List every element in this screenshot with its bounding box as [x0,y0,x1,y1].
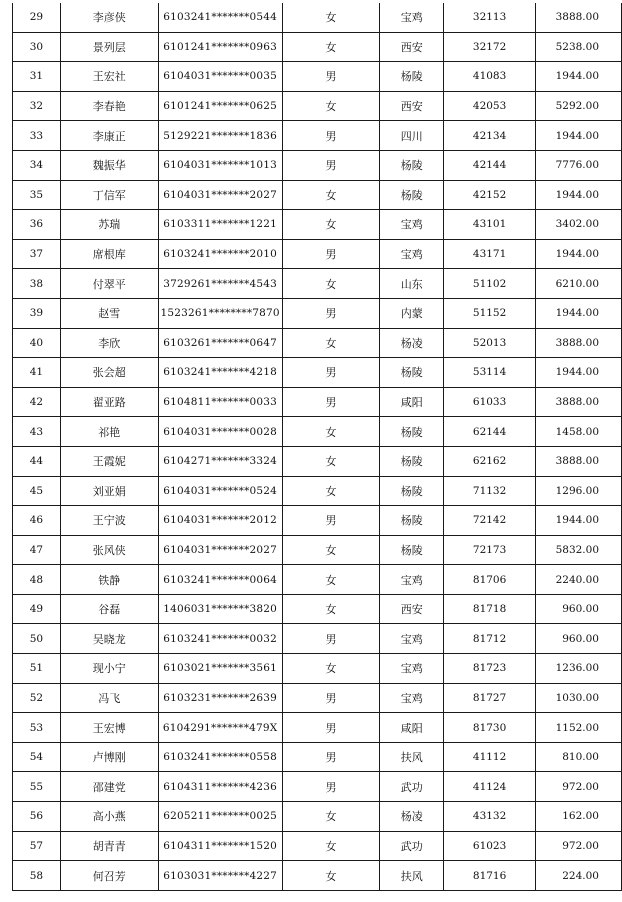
gender-cell: 男 [282,298,380,328]
row-number: 50 [13,624,61,654]
id-number-cell: 6101241*******0963 [158,32,282,62]
name-cell: 景列层 [60,32,158,62]
amount-cell: 7776.00 [536,150,622,180]
table-row [13,624,622,654]
row-number: 44 [13,446,61,476]
amount-cell: 1944.00 [536,62,622,92]
code-cell: 72142 [444,506,536,536]
id-number-cell: 1523261********7870 [158,298,282,328]
id-number-cell: 6103021*******3561 [158,654,282,684]
table-row [13,269,622,299]
name-cell: 王宏社 [60,62,158,92]
gender-cell: 男 [282,62,380,92]
region-cell: 杨陵 [380,506,444,536]
row-number: 30 [13,32,61,62]
code-cell: 51102 [444,269,536,299]
row-number: 47 [13,535,61,565]
region-cell: 西安 [380,91,444,121]
table-row [13,358,622,388]
id-number-cell: 6104031*******1013 [158,150,282,180]
id-number-cell: 6103241*******0032 [158,624,282,654]
name-cell: 吴晓龙 [60,624,158,654]
code-cell: 42144 [444,150,536,180]
id-number-cell: 6104031*******0028 [158,417,282,447]
gender-cell: 女 [282,802,380,832]
region-cell: 杨陵 [380,476,444,506]
amount-cell: 224.00 [536,861,622,891]
name-cell: 张会超 [60,358,158,388]
code-cell: 41083 [444,62,536,92]
name-cell: 丁信军 [60,180,158,210]
region-cell: 西安 [380,594,444,624]
row-number: 37 [13,239,61,269]
code-cell: 32113 [444,3,536,32]
table-row [13,239,622,269]
name-cell: 胡青青 [60,831,158,861]
region-cell: 杨陵 [380,62,444,92]
gender-cell: 男 [282,713,380,743]
region-cell: 杨凌 [380,328,444,358]
id-number-cell: 3729261*******4543 [158,269,282,299]
amount-cell: 1944.00 [536,121,622,151]
name-cell: 赵雪 [60,298,158,328]
row-number: 39 [13,298,61,328]
region-cell: 武功 [380,772,444,802]
name-cell: 祁艳 [60,417,158,447]
region-cell: 扶风 [380,742,444,772]
gender-cell: 女 [282,831,380,861]
gender-cell: 女 [282,654,380,684]
gender-cell: 男 [282,772,380,802]
id-number-cell: 6103031*******4227 [158,861,282,891]
code-cell: 41124 [444,772,536,802]
gender-cell: 女 [282,269,380,299]
gender-cell: 女 [282,535,380,565]
region-cell: 咸阳 [380,713,444,743]
gender-cell: 女 [282,476,380,506]
gender-cell: 女 [282,861,380,891]
amount-cell: 1296.00 [536,476,622,506]
table-row [13,476,622,506]
table-row [13,535,622,565]
gender-cell: 男 [282,150,380,180]
region-cell: 扶风 [380,861,444,891]
row-number: 57 [13,831,61,861]
row-number: 32 [13,91,61,121]
code-cell: 53114 [444,358,536,388]
row-number: 55 [13,772,61,802]
amount-cell: 5238.00 [536,32,622,62]
id-number-cell: 6104031*******2027 [158,180,282,210]
id-number-cell: 1406031*******3820 [158,594,282,624]
region-cell: 杨陵 [380,446,444,476]
table-row [13,328,622,358]
row-number: 43 [13,417,61,447]
row-number: 29 [13,3,61,32]
table-row [13,654,622,684]
amount-cell: 972.00 [536,831,622,861]
code-cell: 62162 [444,446,536,476]
amount-cell: 1236.00 [536,654,622,684]
amount-cell: 1944.00 [536,239,622,269]
id-number-cell: 6104031*******2012 [158,506,282,536]
row-number: 41 [13,358,61,388]
table-row [13,446,622,476]
amount-cell: 1944.00 [536,298,622,328]
gender-cell: 女 [282,91,380,121]
row-number: 52 [13,683,61,713]
id-number-cell: 6104271*******3324 [158,446,282,476]
name-cell: 刘亚娟 [60,476,158,506]
amount-cell: 6210.00 [536,269,622,299]
name-cell: 谷磊 [60,594,158,624]
amount-cell: 1944.00 [536,358,622,388]
table-row [13,506,622,536]
region-cell: 山东 [380,269,444,299]
gender-cell: 女 [282,328,380,358]
region-cell: 杨凌 [380,802,444,832]
name-cell: 苏瑞 [60,210,158,240]
code-cell: 81712 [444,624,536,654]
table-row [13,387,622,417]
data-table-container [12,3,622,891]
table-row [13,742,622,772]
gender-cell: 女 [282,180,380,210]
row-number: 48 [13,565,61,595]
region-cell: 内蒙 [380,298,444,328]
gender-cell: 女 [282,417,380,447]
table-row [13,861,622,891]
code-cell: 61033 [444,387,536,417]
code-cell: 43132 [444,802,536,832]
id-number-cell: 6103241*******0558 [158,742,282,772]
code-cell: 71132 [444,476,536,506]
table-row [13,683,622,713]
code-cell: 81718 [444,594,536,624]
row-number: 54 [13,742,61,772]
code-cell: 81723 [444,654,536,684]
table-row [13,150,622,180]
row-number: 51 [13,654,61,684]
code-cell: 41112 [444,742,536,772]
gender-cell: 女 [282,565,380,595]
region-cell: 宝鸡 [380,654,444,684]
name-cell: 王宏博 [60,713,158,743]
name-cell: 李彦侠 [60,3,158,32]
gender-cell: 男 [282,121,380,151]
amount-cell: 3888.00 [536,328,622,358]
name-cell: 付翠平 [60,269,158,299]
code-cell: 62144 [444,417,536,447]
table-row [13,210,622,240]
region-cell: 杨陵 [380,180,444,210]
data-table [12,3,622,891]
name-cell: 魏振华 [60,150,158,180]
code-cell: 52013 [444,328,536,358]
code-cell: 81706 [444,565,536,595]
amount-cell: 3888.00 [536,3,622,32]
table-row [13,180,622,210]
code-cell: 42134 [444,121,536,151]
id-number-cell: 6103241*******0544 [158,3,282,32]
amount-cell: 1944.00 [536,180,622,210]
table-row [13,3,622,32]
name-cell: 张风侠 [60,535,158,565]
gender-cell: 男 [282,506,380,536]
region-cell: 宝鸡 [380,624,444,654]
code-cell: 42152 [444,180,536,210]
gender-cell: 男 [282,624,380,654]
row-number: 34 [13,150,61,180]
row-number: 33 [13,121,61,151]
gender-cell: 女 [282,446,380,476]
gender-cell: 男 [282,239,380,269]
gender-cell: 男 [282,387,380,417]
id-number-cell: 5129221*******1836 [158,121,282,151]
code-cell: 81716 [444,861,536,891]
code-cell: 61023 [444,831,536,861]
table-row [13,772,622,802]
gender-cell: 女 [282,3,380,32]
name-cell: 铁静 [60,565,158,595]
region-cell: 杨陵 [380,358,444,388]
id-number-cell: 6103231*******2639 [158,683,282,713]
id-number-cell: 6104031*******0035 [158,62,282,92]
name-cell: 冯飞 [60,683,158,713]
amount-cell: 3888.00 [536,446,622,476]
amount-cell: 1152.00 [536,713,622,743]
id-number-cell: 6104031*******2027 [158,535,282,565]
region-cell: 杨陵 [380,535,444,565]
code-cell: 42053 [444,91,536,121]
code-cell: 43171 [444,239,536,269]
amount-cell: 960.00 [536,624,622,654]
region-cell: 西安 [380,32,444,62]
name-cell: 李康正 [60,121,158,151]
row-number: 36 [13,210,61,240]
name-cell: 翟亚路 [60,387,158,417]
row-number: 56 [13,802,61,832]
row-number: 58 [13,861,61,891]
id-number-cell: 6103241*******0064 [158,565,282,595]
table-row [13,802,622,832]
table-row [13,62,622,92]
id-number-cell: 6104811*******0033 [158,387,282,417]
region-cell: 武功 [380,831,444,861]
id-number-cell: 6101241*******0625 [158,91,282,121]
name-cell: 王宁波 [60,506,158,536]
region-cell: 咸阳 [380,387,444,417]
amount-cell: 1030.00 [536,683,622,713]
gender-cell: 女 [282,594,380,624]
row-number: 40 [13,328,61,358]
id-number-cell: 6205211*******0025 [158,802,282,832]
amount-cell: 810.00 [536,742,622,772]
row-number: 46 [13,506,61,536]
name-cell: 何召芳 [60,861,158,891]
id-number-cell: 6104291*******479X [158,713,282,743]
region-cell: 宝鸡 [380,3,444,32]
id-number-cell: 6103241*******4218 [158,358,282,388]
id-number-cell: 6103241*******2010 [158,239,282,269]
code-cell: 72173 [444,535,536,565]
row-number: 35 [13,180,61,210]
amount-cell: 3402.00 [536,210,622,240]
region-cell: 宝鸡 [380,565,444,595]
row-number: 49 [13,594,61,624]
table-row [13,565,622,595]
amount-cell: 960.00 [536,594,622,624]
gender-cell: 女 [282,210,380,240]
table-row [13,91,622,121]
region-cell: 宝鸡 [380,239,444,269]
name-cell: 李欣 [60,328,158,358]
code-cell: 32172 [444,32,536,62]
name-cell: 卢博刚 [60,742,158,772]
code-cell: 51152 [444,298,536,328]
gender-cell: 男 [282,683,380,713]
gender-cell: 男 [282,742,380,772]
name-cell: 现小宁 [60,654,158,684]
name-cell: 高小燕 [60,802,158,832]
table-row [13,417,622,447]
amount-cell: 972.00 [536,772,622,802]
amount-cell: 5292.00 [536,91,622,121]
amount-cell: 3888.00 [536,387,622,417]
row-number: 42 [13,387,61,417]
amount-cell: 2240.00 [536,565,622,595]
name-cell: 邵建党 [60,772,158,802]
region-cell: 杨陵 [380,150,444,180]
table-row [13,594,622,624]
id-number-cell: 6103311*******1221 [158,210,282,240]
id-number-cell: 6104031*******0524 [158,476,282,506]
table-row [13,298,622,328]
row-number: 53 [13,713,61,743]
amount-cell: 1458.00 [536,417,622,447]
table-row [13,713,622,743]
id-number-cell: 6104311*******4236 [158,772,282,802]
region-cell: 宝鸡 [380,683,444,713]
amount-cell: 162.00 [536,802,622,832]
code-cell: 81727 [444,683,536,713]
amount-cell: 5832.00 [536,535,622,565]
name-cell: 王霞妮 [60,446,158,476]
region-cell: 宝鸡 [380,210,444,240]
region-cell: 四川 [380,121,444,151]
table-row [13,121,622,151]
code-cell: 43101 [444,210,536,240]
amount-cell: 1944.00 [536,506,622,536]
name-cell: 席根库 [60,239,158,269]
region-cell: 杨陵 [380,417,444,447]
gender-cell: 男 [282,358,380,388]
code-cell: 81730 [444,713,536,743]
name-cell: 李春艳 [60,91,158,121]
id-number-cell: 6103261*******0647 [158,328,282,358]
id-number-cell: 6104311*******1520 [158,831,282,861]
row-number: 31 [13,62,61,92]
gender-cell: 女 [282,32,380,62]
table-row [13,831,622,861]
row-number: 38 [13,269,61,299]
table-row [13,32,622,62]
table-body [13,3,622,890]
row-number: 45 [13,476,61,506]
